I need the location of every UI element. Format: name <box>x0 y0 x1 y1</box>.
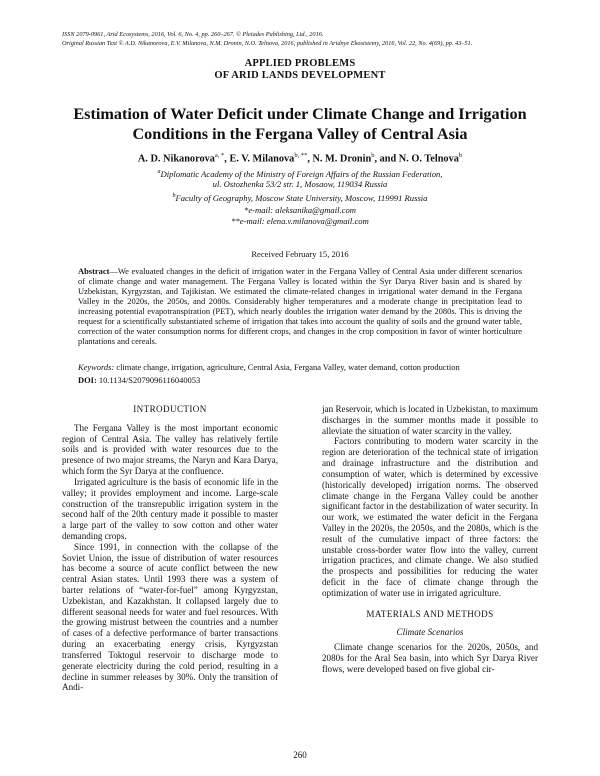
section-line-2: OF ARID LANDS DEVELOPMENT <box>214 70 386 81</box>
author-name: N. M. Dronin <box>312 153 372 165</box>
received-date: Received February 15, 2016 <box>251 249 349 259</box>
original-text-line: Original Russian Text © A.D. Nikanorova, E.V. Milanova, N.M. Dronin, N.O. Telnova, 2016, published in Aridnye Ekosistemy, 2016, Vol. 22, No. 4(69), pp. 43–51. <box>62 40 473 47</box>
paragraph: Irrigated agriculture is the basis of economic life in the valley; it provides employment and income. Large-scale construction of the transrepublic irrigation system in the second half of the 20th century made it possible to master a large part of the valley to sow cotton and other water demanding crops. <box>62 476 278 541</box>
author-name: N. O. Telnova <box>398 153 459 165</box>
title-line-2: Conditions in the Fergana Valley of Central Asia <box>132 125 468 143</box>
affiliation-b <box>60 191 540 203</box>
keywords-label: Keywords: <box>78 362 115 372</box>
left-column <box>62 404 278 693</box>
author-name: E. V. Milanova <box>229 153 295 165</box>
affiliation-text: Diplomatic Academy of the Ministry of Foreign Affairs of the Russian Federation, <box>160 168 443 179</box>
author-separator: , <box>307 153 313 165</box>
section-line-1: APPLIED PROBLEMS <box>244 58 356 69</box>
doi <box>78 375 200 385</box>
paragraph: The Fergana Valley is the most important economic region of Central Asia. The valley has relatively fertile soils and is provided with water resources due to the presence of two major streams, the Naryn and Kara Darya, which form the Syr Darya at the confluence. <box>62 422 278 477</box>
affiliation-mark: b <box>172 193 176 199</box>
journal-citation-header <box>62 30 542 48</box>
author-affiliation-mark: b <box>371 152 375 159</box>
paragraph: Since 1991, in connection with the collapse of the Soviet Union, the issue of distribution of water resources has become a source of acute conflict between the new central Asian states. Until 1993 there was a system of barter relations of “water-for-fuel” among Kyrgyzstan, Uzbekistan, and Kazakhstan. It collapsed largely due to different seasonal needs for water and fuel resources. With the growing mistrust between the countries and a number of cases of a defective performance of barter transactions during an exacerbating energy crisis, Kyrgyzstan transferred Toktogul reservoir to discharge mode to generate electricity during the cold period, resulting in a decline in summer releases by 30%. Only the transition of Andi- <box>62 541 278 693</box>
paragraph: Climate change scenarios for the 2020s, 2050s, and 2080s for the Aral Sea basin, into which Syr Darya River flows, were developed based on five global cir- <box>322 642 538 674</box>
doi-link[interactable]: 10.1134/S2079096116040053 <box>96 375 201 385</box>
author-affiliation-mark: a, * <box>214 152 225 159</box>
paragraph: Factors contributing to modern water scarcity in the region are deterioration of the technical state of irrigation and drainage infrastructure and the distribution and consumption of water, which is determined by excessive (historically developed) irrigation norms. The observed climate change in the Fergana Valley could be another significant factor in the destabilization of water security. In our work, we estimated the water deficit in the Fergana Valley in the 2020s, the 2050s, and the 2080s, which is the result of the cumulative impact of three factors: the unstable cross-border water flow into the valley, current irrigation practices, and climate change. We also studied the prospects and possibilities for reducing the water deficit in the face of climate change through the optimization of water use in irrigated agriculture. <box>322 436 538 598</box>
journal-section-name <box>0 58 600 82</box>
page-number: 260 <box>293 750 307 760</box>
title-line-1: Estimation of Water Deficit under Climate Change and Irrigation <box>73 105 527 123</box>
paragraph-continued: jan Reservoir, which is located in Uzbekistan, to maximum discharges in the summer months made it possible to alleviate the situation of water scarcity in the valley. <box>322 404 538 436</box>
keywords <box>78 362 522 372</box>
affiliation-mark: a <box>157 169 161 175</box>
citation-line: ISSN 2079-0961, Arid Ecosystems, 2016, Vol. 6, No. 4, pp. 260–267. © Pleiades Publishing, Ltd., 2016. <box>62 31 324 38</box>
author-affiliation-mark: b, ** <box>294 152 308 159</box>
doi-label: DOI: <box>78 375 97 385</box>
email-1: *e-mail: aleksanika@gmail.com <box>244 205 356 215</box>
abstract-text: —We evaluated changes in the deficit of irrigation water in the Fergana Valley of Central Asia under different scenarios of climate change and water management. The Fergana Valley is located within the Syr Darya River basin and is shared by Uzbekistan, Kyrgyzstan, and Tajikistan. We estimated the climate-related changes in irrigational water demand in the Fergana Valley in the 2020s, the 2050s, and 2080s. Considerably higher temperatures and a moderate change in precipitation lead to increasing potential evapotranspiration (PET), which nearly doubles the irrigation water demand by the 2080s. This is driving the request for a scientifically substantiated scheme of irrigation that takes into account the quality of soils and the ground water table, correction of the water consumption norms for different crops, and changes in the crop composition in favor of winter horticulture plantations and cereals. <box>78 266 522 347</box>
paper-title <box>40 104 560 144</box>
abstract <box>78 266 522 346</box>
author-separator: , <box>224 153 230 165</box>
author-list <box>0 152 600 164</box>
subsection-heading: Climate Scenarios <box>396 627 464 638</box>
author-name: A. D. Nikanorova <box>137 153 215 165</box>
author-affiliation-mark: b <box>458 152 463 159</box>
abstract-label: Abstract <box>78 266 110 276</box>
section-heading-introduction: INTRODUCTION <box>133 404 207 414</box>
section-heading-methods: MATERIALS AND METHODS <box>366 608 494 619</box>
email-2: **e-mail: elena.v.milanova@gmail.com <box>231 216 369 226</box>
affiliation-a <box>60 167 540 190</box>
affiliation-text: Faculty of Geography, Moscow State University, Moscow, 119991 Russia <box>175 192 428 203</box>
keywords-text: climate change, irrigation, agriculture, Central Asia, Fergana Valley, water demand, cotton production <box>114 362 460 372</box>
right-column <box>322 404 538 675</box>
author-separator: , and <box>374 153 399 165</box>
affiliation-address: ul. Ostozhenka 53/2 str. 1, Mosaow, 119034 Russia <box>212 179 388 190</box>
